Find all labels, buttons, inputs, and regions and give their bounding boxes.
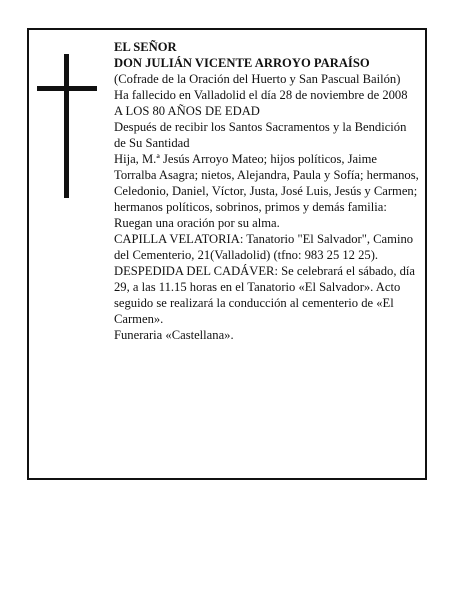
prayer-text: Ruegan una oración por su alma. [114,216,280,230]
death-line: Ha fallecido en Valladolid el día 28 de noviembre de 2008 [114,88,408,102]
family-text: Hija, M.ª Jesús Arroyo Mateo; hijos políticos, Jaime Torralba Asagra; nietos, Alejandra, Paula y Sofía; hermanos, Celedonio, Daniel, Víctor, Justa, José Luis, Jesús y Carmen; hermanos políticos, sobrinos, primos y demás familia: [114,152,419,214]
cross-icon [37,54,97,198]
funeral-home-text: Funeraria «Castellana». [114,328,234,342]
age-line: A LOS 80 AÑOS DE EDAD [114,104,260,118]
farewell-text: DESPEDIDA DEL CADÁVER: Se celebrará el sábado, día 29, a las 11.15 horas en el Tanatorio «El Salvador». Acto seguido se realizará la conducción al cementerio de «El Carmen». [114,264,416,326]
chapel-text: CAPILLA VELATORIA: Tanatorio "El Salvador", Camino del Cementerio, 21(Valladolid) (tfno: 983 25 12 25). [114,232,414,262]
obituary-text [114,39,420,343]
sacraments-text: Después de recibir los Santos Sacramentos y la Bendición de Su Santidad [114,120,407,150]
notice-title: EL SEÑOR [114,40,177,54]
affiliation-text: (Cofrade de la Oración del Huerto y San Pascual Bailón) [114,72,401,86]
deceased-name: DON JULIÁN VICENTE ARROYO PARAÍSO [114,56,370,70]
